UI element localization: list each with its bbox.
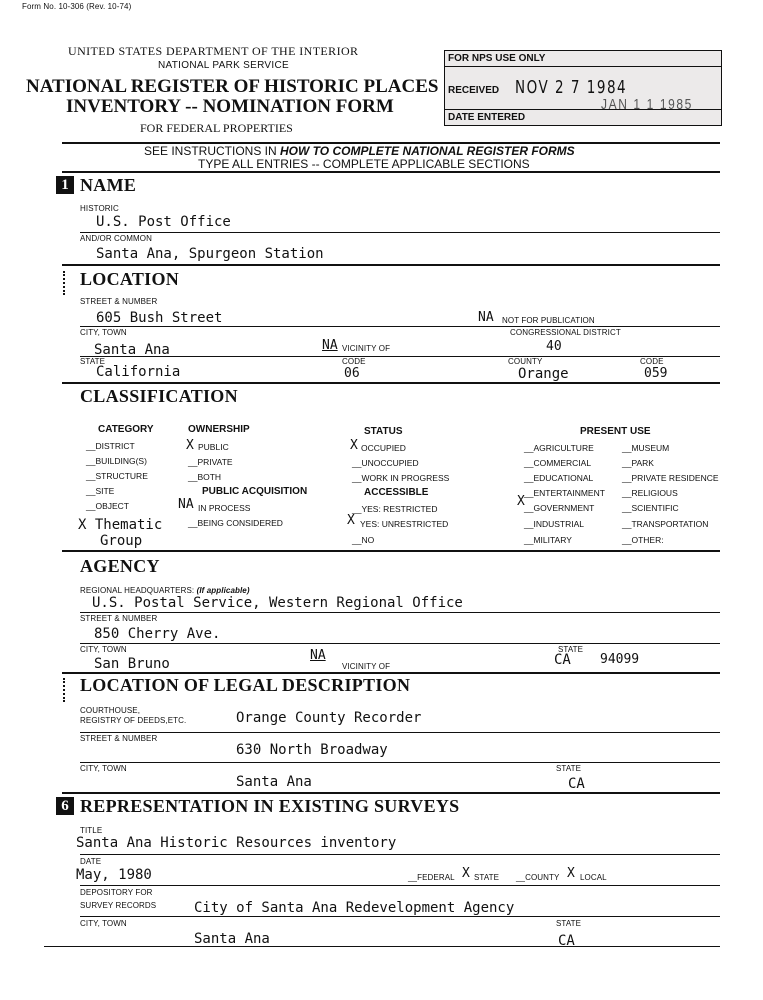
category-object: __OBJECT bbox=[86, 501, 129, 511]
accessible-unrestricted-mark: X bbox=[347, 513, 355, 528]
congressional-district-label: CONGRESSIONAL DISTRICT bbox=[510, 328, 621, 337]
legal-city-label: CITY, TOWN bbox=[80, 764, 127, 773]
agency-street-value: 850 Cherry Ave. bbox=[94, 626, 221, 642]
use-industrial: __INDUSTRIAL bbox=[524, 519, 584, 529]
received-stamp: NOV 2 7 1984 bbox=[515, 77, 628, 98]
survey-local-mark: X bbox=[567, 866, 575, 881]
use-religious: __RELIGIOUS bbox=[622, 488, 678, 498]
accessible-heading: ACCESSIBLE bbox=[364, 487, 429, 498]
acquisition-being-considered: __BEING CONSIDERED bbox=[188, 518, 283, 528]
instructions-line-2: TYPE ALL ENTRIES -- COMPLETE APPLICABLE SECTIONS bbox=[198, 157, 530, 171]
use-park: __PARK bbox=[622, 458, 654, 468]
depository-value: City of Santa Ana Redevelopment Agency bbox=[194, 900, 515, 916]
state-code-value: 06 bbox=[344, 366, 360, 381]
historic-label: HISTORIC bbox=[80, 204, 119, 213]
common-name: Santa Ana, Spurgeon Station bbox=[96, 246, 324, 262]
legal-state-label: STATE bbox=[556, 764, 582, 773]
survey-federal: __FEDERAL bbox=[408, 873, 455, 882]
city-value: Santa Ana bbox=[94, 342, 170, 358]
service-name: NATIONAL PARK SERVICE bbox=[158, 60, 289, 71]
date-entered-stamp: JAN 1 1 1985 bbox=[601, 96, 693, 113]
survey-state: STATE bbox=[474, 873, 500, 882]
depository-label-1: DEPOSITORY FOR bbox=[80, 888, 153, 897]
county-code-value: 059 bbox=[644, 366, 668, 381]
accessible-restricted: __YES: RESTRICTED bbox=[352, 504, 438, 514]
county-value: Orange bbox=[518, 366, 569, 382]
regional-hq-value: U.S. Postal Service, Western Regional Office bbox=[92, 595, 463, 611]
section-title-classification: CLASSIFICATION bbox=[80, 386, 238, 406]
use-other: __OTHER: bbox=[622, 535, 664, 545]
depository-label-2: SURVEY RECORDS bbox=[80, 901, 157, 910]
use-government-mark: X bbox=[517, 494, 525, 509]
form-title-1: NATIONAL REGISTER OF HISTORIC PLACES bbox=[26, 76, 439, 97]
category-heading: CATEGORY bbox=[98, 424, 154, 435]
accessible-unrestricted: YES: UNRESTRICTED bbox=[360, 519, 449, 529]
state-value: California bbox=[96, 364, 181, 380]
section-title-surveys: REPRESENTATION IN EXISTING SURVEYS bbox=[80, 796, 460, 816]
historic-name: U.S. Post Office bbox=[96, 214, 231, 230]
agency-city-value: San Bruno bbox=[94, 656, 170, 672]
courthouse-label-1: COURTHOUSE, bbox=[80, 706, 141, 715]
survey-local: LOCAL bbox=[580, 873, 607, 882]
not-for-publication-mark: NA bbox=[478, 310, 494, 325]
present-use-heading: PRESENT USE bbox=[580, 426, 651, 437]
state-code-label: CODE bbox=[342, 357, 366, 366]
congressional-district-value: 40 bbox=[546, 339, 562, 354]
legal-city-value: Santa Ana bbox=[236, 774, 312, 790]
common-label: AND/OR COMMON bbox=[80, 234, 152, 243]
category-structure: __STRUCTURE bbox=[86, 471, 148, 481]
section-title-legal-description: LOCATION OF LEGAL DESCRIPTION bbox=[80, 675, 411, 695]
ownership-private: __PRIVATE bbox=[188, 457, 233, 467]
legal-street-label: STREET & NUMBER bbox=[80, 734, 158, 743]
category-group: Group bbox=[100, 533, 143, 549]
survey-title-label: TITLE bbox=[80, 826, 103, 835]
date-entered-label: DATE ENTERED bbox=[448, 112, 526, 123]
instructions-line-1: SEE INSTRUCTIONS IN HOW TO COMPLETE NATIONAL REGISTER FORMS bbox=[144, 144, 575, 158]
section-number-1: 1 bbox=[56, 176, 74, 194]
agency-vicinity-label: VICINITY OF bbox=[342, 662, 391, 671]
not-for-publication-label: NOT FOR PUBLICATION bbox=[502, 316, 595, 325]
acquisition-heading: PUBLIC ACQUISITION bbox=[202, 486, 308, 497]
received-label: RECEIVED bbox=[448, 85, 500, 96]
survey-title-value: Santa Ana Historic Resources inventory bbox=[76, 835, 397, 851]
survey-city-value: Santa Ana bbox=[194, 931, 270, 947]
nps-box-heading: FOR NPS USE ONLY bbox=[448, 53, 546, 64]
state-label: STATE bbox=[80, 357, 106, 366]
vicinity-mark: NA bbox=[322, 338, 338, 353]
regional-hq-label: REGIONAL HEADQUARTERS: (If applicable) bbox=[80, 586, 250, 595]
section-number-2 bbox=[63, 271, 67, 295]
status-occupied: OCCUPIED bbox=[361, 443, 406, 453]
county-label: COUNTY bbox=[508, 357, 543, 366]
section-number-5 bbox=[63, 678, 67, 702]
nps-use-box bbox=[444, 50, 722, 126]
survey-state-value: CA bbox=[558, 933, 575, 949]
form-title-2: INVENTORY -- NOMINATION FORM bbox=[66, 96, 394, 117]
use-commercial: __COMMERCIAL bbox=[524, 458, 592, 468]
form-number: Form No. 10-306 (Rev. 10-74) bbox=[22, 2, 132, 11]
use-private-residence: __PRIVATE RESIDENCE bbox=[622, 473, 719, 483]
city-label: CITY, TOWN bbox=[80, 328, 127, 337]
vicinity-label: VICINITY OF bbox=[342, 344, 391, 353]
acquisition-na-mark: NA bbox=[178, 497, 194, 512]
use-military: __MILITARY bbox=[524, 535, 572, 545]
legal-state-value: CA bbox=[568, 776, 585, 792]
legal-street-value: 630 North Broadway bbox=[236, 742, 388, 758]
survey-date-label: DATE bbox=[80, 857, 102, 866]
survey-date-value: May, 1980 bbox=[76, 867, 152, 883]
courthouse-value: Orange County Recorder bbox=[236, 710, 422, 726]
use-agriculture: __AGRICULTURE bbox=[524, 443, 594, 453]
status-heading: STATUS bbox=[364, 426, 403, 437]
acquisition-in-process: IN PROCESS bbox=[198, 503, 251, 513]
agency-city-label: CITY, TOWN bbox=[80, 645, 127, 654]
county-code-label: CODE bbox=[640, 357, 664, 366]
survey-state-label: STATE bbox=[556, 919, 582, 928]
category-buildings: __BUILDING(S) bbox=[86, 456, 147, 466]
ownership-public-mark: X bbox=[186, 438, 194, 453]
department-name: UNITED STATES DEPARTMENT OF THE INTERIOR bbox=[68, 44, 359, 58]
survey-county: __COUNTY bbox=[516, 873, 560, 882]
street-value: 605 Bush Street bbox=[96, 310, 223, 326]
section-title-agency: AGENCY bbox=[80, 556, 160, 576]
use-museum: __MUSEUM bbox=[622, 443, 670, 453]
status-occupied-mark: X bbox=[350, 438, 358, 453]
use-entertainment: __ENTERTAINMENT bbox=[524, 488, 605, 498]
status-unoccupied: __UNOCCUPIED bbox=[352, 458, 419, 468]
use-educational: __EDUCATIONAL bbox=[524, 473, 594, 483]
category-thematic: X Thematic bbox=[78, 517, 163, 533]
agency-state-label: STATE bbox=[558, 645, 584, 654]
category-district: __DISTRICT bbox=[86, 441, 135, 451]
form-subtitle: FOR FEDERAL PROPERTIES bbox=[140, 121, 293, 135]
ownership-public: PUBLIC bbox=[198, 442, 229, 452]
survey-city-label: CITY, TOWN bbox=[80, 919, 127, 928]
ownership-both: __BOTH bbox=[188, 472, 222, 482]
status-work-in-progress: __WORK IN PROGRESS bbox=[352, 473, 450, 483]
agency-state-value: CA bbox=[554, 652, 571, 668]
ownership-heading: OWNERSHIP bbox=[188, 424, 250, 435]
section-number-6: 6 bbox=[56, 797, 74, 815]
use-government: __GOVERNMENT bbox=[524, 503, 595, 513]
courthouse-label-2: REGISTRY OF DEEDS,ETC. bbox=[80, 716, 187, 725]
accessible-no: __NO bbox=[352, 535, 375, 545]
category-site: __SITE bbox=[86, 486, 115, 496]
agency-vicinity-mark: NA bbox=[310, 648, 326, 663]
use-transportation: __TRANSPORTATION bbox=[622, 519, 709, 529]
section-title-location: LOCATION bbox=[80, 269, 180, 289]
survey-state-mark: X bbox=[462, 866, 470, 881]
use-scientific: __SCIENTIFIC bbox=[622, 503, 679, 513]
agency-zip-value: 94099 bbox=[600, 652, 640, 667]
agency-street-label: STREET & NUMBER bbox=[80, 614, 158, 623]
street-label: STREET & NUMBER bbox=[80, 297, 158, 306]
section-title-name: NAME bbox=[80, 175, 137, 195]
